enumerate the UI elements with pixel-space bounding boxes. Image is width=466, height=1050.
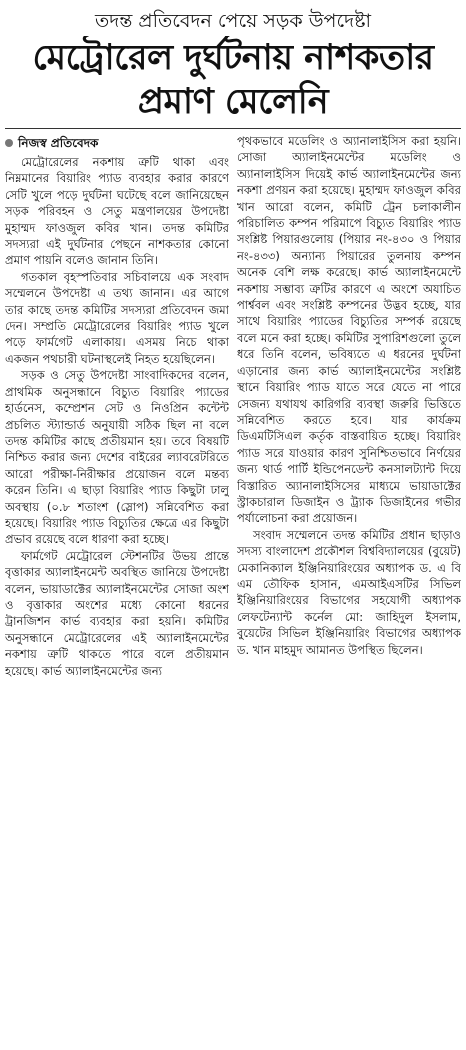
paragraph: গতকাল বৃহস্পতিবার সচিবালয়ে এক সংবাদ সম্মেলনে উপদেষ্টা এ তথ্য জানান। এর আগে তার কাছে তদন্ত কমিটির সদস্যরা প্রতিবেদন জমা দেন। সম্প্রতি মেট্রোরেলের বিয়ারিং প্যাড খুলে পড়ে ফার্মগেট এলাকায়। এসময় নিচে থাকা একজন পথচারী ঘটনাস্থলেই নিহত হয়েছিলেন। [5, 269, 229, 366]
paragraph: সংবাদ সম্মেলনে তদন্ত কমিটির প্রধান ছাড়াও সদস্য বাংলাদেশ প্রকৌশল বিশ্ববিদ্যালয়ের (বুয়েট) মেকানিক্যাল ইঞ্জিনিয়ারিংয়ের অধ্যাপক ড. এ বি এম তৌফিক হাসান, এমআইএসটির সিভিল ইঞ্জিনিয়ারিংয়ের বিভাগের সহযোগী অধ্যাপক লেফটেন্যান্ট কর্নেল মো: জাহিদুল ইসলাম, বুয়েটের সিভিল ইঞ্জিনিয়ারিং বিভাগের অধ্যাপক ড. খান মাহমুদ আমানত উপস্থিত ছিলেন। [237, 527, 461, 657]
left-column [5, 133, 229, 1013]
headline [5, 36, 461, 124]
headline-divider [5, 128, 461, 129]
bullet-icon [5, 139, 13, 147]
paragraph: মেট্রোরেলের নকশায় ত্রুটি থাকা এবং নিম্নমানের বিয়ারিং প্যাড ব্যবহার করার কারণে সেটি খুলে পড়ে দুর্ঘটনা ঘটেছে বলে জানিয়েছেন সড়ক পরিবহন ও সেতু মন্ত্রণালয়ের উপদেষ্টা মুহাম্মদ ফাওজুল কবির খান। তদন্ত কমিটির সদস্যরা এই দুর্ঘটনার পেছনে নাশকতার কোনো প্রমাণ পায়নি বলেও জানান তিনি। [5, 155, 229, 268]
right-column [237, 133, 461, 1013]
article-body [5, 133, 461, 1013]
headline-line-1: মেট্রোরেল দুর্ঘটনায় নাশকতার [32, 38, 434, 78]
paragraph: ফার্মগেট মেট্রোরেল স্টেশনটির উভয় প্রান্তে বৃত্তাকার অ্যালাইনমেন্ট অবস্থিত জানিয়ে উপদেষ্টা বলেন, ভায়াডাক্টের অ্যালাইনমেন্টের সোজা অংশ ও বৃত্তাকার অংশের মধ্যে কোনো ধরনের ট্রানজিশন কার্ভ ব্যবহার করা হয়নি। কমিটির অনুসন্ধানে মেট্রোরেলের এই অ্যালাইনমেন্টের নকশায় ত্রুটি থাকতে পারে বলে প্রতীয়মান হয়েছে। কার্ভ অ্যালাইনমেন্টের জন্য [5, 548, 229, 678]
kicker-line: তদন্ত প্রতিবেদন পেয়ে সড়ক উপদেষ্টা [95, 10, 371, 32]
paragraph: সড়ক ও সেতু উপদেষ্টা সাংবাদিকদের বলেন, প্রাথমিক অনুসন্ধানে বিচ্যুত বিয়ারিং প্যাডের হার্ডনেস, কম্প্রেশন সেট ও নিওপ্রিন কন্টেন্ট প্রচলিত স্ট্যান্ডার্ড অনুযায়ী সঠিক ছিল না বলে তদন্ত কমিটির কাছে প্রতীয়মান হয়। তবে বিষয়টি নিশ্চিত করার জন্য দেশের বাইরের ল্যাবরেটরিতে আরো পরীক্ষা-নিরীক্ষার প্রয়োজন বলে মন্তব্য করেন তিনি। এ ছাড়া বিয়ারিং প্যাড কিছুটা ঢালু অবস্থায় (০.৮ শতাংশ (স্লোপ) সন্নিবেশিত করা হয়েছে। বিয়ারিং প্যাড বিচ্যুতির ক্ষেত্রে এর কিছুটা প্রভাব রয়েছে বলে ধারণা করা হচ্ছে। [5, 368, 229, 547]
paragraph: পৃথকভাবে মডেলিং ও অ্যানালাইসিস করা হয়নি। সোজা অ্যালাইনমেন্টের মডেলিং ও অ্যানালাইসিস দিয়েই কার্ভ অ্যালাইনমেন্টের জন্য নকশা প্রণয়ন করা হয়েছে। মুহাম্মদ ফাওজুল কবির খান আরো বলেন, কমিটি ট্রেন চলাকালীন পরিচালিত কম্পন পরিমাপে বিচ্যুত বিয়ারিং প্যাড সংশ্লিষ্ট পিয়ারগুলোয় (পিয়ার নং-৪৩০ ও পিয়ার নং-৪৩৩) অন্যান্য পিয়ারের তুলনায় কম্পন অনেক বেশি লক্ষ করেছে। কার্ভ অ্যালাইনমেন্টে নকশায় সম্ভাব্য ত্রুটির কারণে এ অংশে অযাচিত পার্শ্ববল এবং সংশ্লিষ্ট কম্পনের উদ্ভব হচ্ছে, যার সাথে বিয়ারিং প্যাডের বিচ্যুতির সম্পর্ক রয়েছে বলে মনে করা হচ্ছে। কমিটির সুপারিশগুলো তুলে ধরে তিনি বলেন, ভবিষ্যতে এ ধরনের দুর্ঘটনা এড়ানোর জন্য কার্ভ অ্যালাইনমেন্টের সংশ্লিষ্ট স্থানে বিয়ারিং প্যাড যাতে সরে যেতে না পারে সেজন্য যথাযথ কারিগরি ব্যবস্থা জরুরি ভিত্তিতে সন্নিবেশিত করতে হবে। যার কার্যক্রম ডিএমটিসিএল কর্তৃক বাস্তবায়িত হচ্ছে। বিয়ারিং প্যাড সরে যাওয়ার কারণ সুনিশ্চিতভাবে নির্ণয়ের জন্য থার্ড পার্টি ইন্ডিপেনডেন্ট কনসালট্যান্ট দিয়ে বিস্তারিত অ্যানালাইসিসের মাধ্যমে ভায়াডাক্টের স্ট্রাকচারাল ডিজাইন ও ট্র্যাক ডিজাইনের গভীর পর্যালোচনা করা প্রয়োজন। [237, 134, 461, 526]
headline-line-2: প্রমাণ মেলেনি [137, 82, 329, 122]
byline-text: নিজস্ব প্রতিবেদক [18, 136, 99, 150]
byline [5, 135, 229, 151]
